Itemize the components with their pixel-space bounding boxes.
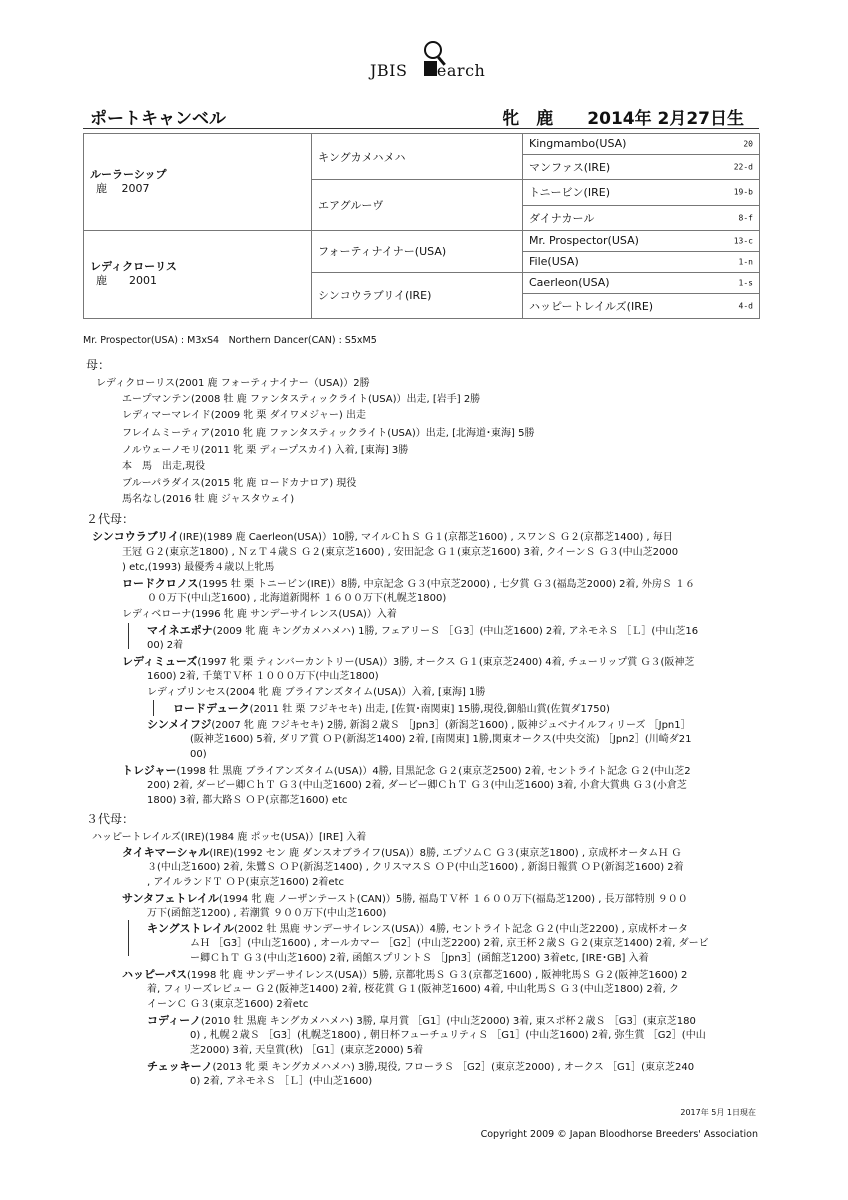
- record-line: 00): [190, 749, 207, 760]
- record-line: サンタフェトレイル(1994 牝 鹿 ノーザンテースト(CAN)）5勝, 福島ＴＶ杯 １６００万下(福島芝1200) , 長万部特別 ９００: [122, 892, 688, 905]
- record-line: イーンＣ Ｇ３(東京芝1600) 2着etc: [147, 999, 309, 1010]
- ancestor-name: ダイナカール: [529, 211, 595, 225]
- ancestor-name: トニービン(IRE): [529, 186, 610, 200]
- sire-dam: エアグルーヴ: [312, 180, 523, 231]
- record-line: ロードデューク(2011 牡 栗 フジキセキ) 出走, [佐賀･南関東] 15勝,現役,御船山賞(佐賀ダ1750): [173, 702, 610, 715]
- copyright: Copyright 2009 © Japan Bloodhorse Breeders' Association: [480, 1129, 758, 1140]
- record-line: ハッピートレイルズ(IRE)(1984 鹿 ポッセ(USA)）[IRE] 入着: [92, 832, 367, 843]
- family-number: 13-c: [733, 236, 753, 246]
- record-line: ３(中山芝1600) 2着, 朱鷺Ｓ ＯＰ(新潟芝1400) , クリスマスＳ ＯＰ(中山芝1600) , 新潟日報賞 ＯＰ(新潟芝1600) 2着: [147, 862, 684, 873]
- as-of-date: 2017年 5月 1日現在: [680, 1108, 756, 1117]
- record-line: ー卿ＣｈＴ Ｇ３(中山芝1600) 2着, 函館スプリントＳ ［Jpn3］(函館芝1200) 3着etc, [IRE･GB] 入着: [190, 953, 649, 964]
- record-line: ムＨ ［G3］(中山芝1600) , オールカマー ［G2］(中山芝2200) 2着, 京王杯２歳Ｓ Ｇ２(東京芝1400) 2着, ダービ: [190, 938, 709, 949]
- horse-name: ポートキャンベル: [90, 109, 226, 129]
- ancestor-cell: [523, 154, 760, 179]
- ancestor-cell: [523, 205, 760, 230]
- family-number: 22-d: [733, 162, 753, 172]
- ancestor-name: Caerleon(USA): [529, 276, 610, 290]
- section-third-dam: ３代母：: [86, 812, 135, 826]
- sire-name: ルーラーシップ: [90, 167, 167, 181]
- record-line: フレイムミーティア(2010 牝 鹿 ファンタスティックライト(USA)）出走, [北海道･東海] 5勝: [122, 428, 535, 439]
- record-line: トレジャー(1998 牡 黒鹿 ブライアンズタイム(USA)）4勝, 目黒記念 Ｇ２(東京芝2500) 2着, セントライト記念 Ｇ２(中山芝2: [122, 764, 691, 777]
- descendant-bar: [128, 920, 129, 956]
- dam-cell: [84, 230, 312, 318]
- ancestor-name: File(USA): [529, 255, 579, 269]
- record-line: シンメイフジ(2007 牝 鹿 フジキセキ) 2勝, 新潟２歳Ｓ ［Jpn3］(新潟芝1600) , 阪神ジュベナイルフィリーズ ［Jpn1］: [147, 718, 691, 731]
- record-line: ００万下(中山芝1600) , 北海道新聞杯 １６００万下(札幌芝1800): [147, 593, 447, 604]
- ancestor-cell: [523, 134, 760, 155]
- record-line: 00) 2着: [147, 640, 184, 651]
- record-line: ) etc,(1993) 最優秀４歳以上牝馬: [122, 562, 275, 573]
- horse-birth-date: 2014年 2月27日生: [587, 109, 744, 129]
- ancestor-cell: [523, 180, 760, 205]
- family-number: 19-b: [733, 187, 753, 197]
- logo-text-jbis: JBIS: [370, 61, 408, 80]
- record-line: 万下(函館芝1200) , 若潮賞 ９００万下(中山芝1600): [147, 908, 387, 919]
- record-line: レディクローリス(2001 鹿 フォーティナイナー（USA)）2勝: [96, 378, 370, 389]
- ancestor-name: Kingmambo(USA): [529, 137, 627, 151]
- pedigree-table: [83, 133, 760, 319]
- record-line: ブルーパラダイス(2015 牝 鹿 ロードカナロア) 現役: [122, 478, 357, 489]
- family-number: 8-f: [738, 213, 753, 223]
- record-line: ロードクロノス(1995 牡 栗 トニービン(IRE)）8勝, 中京記念 Ｇ３(中京芝2000) , 七夕賞 Ｇ３(福島芝2000) 2着, 外房Ｓ １６: [122, 577, 696, 590]
- record-line: レディベローナ(1996 牝 鹿 サンデーサイレンス(USA)）入着: [122, 609, 397, 620]
- ancestor-name: マンファス(IRE): [529, 161, 611, 175]
- record-line: コディーノ(2010 牡 黒鹿 キングカメハメハ) 3勝, 皐月賞 ［G1］(中山芝2000) 3着, 東スポ杯２歳Ｓ ［G3］(東京芝180: [147, 1014, 696, 1027]
- descendant-bar: [153, 700, 154, 716]
- record-line: レディマーマレイド(2009 牝 栗 ダイワメジャー) 出走: [122, 410, 366, 421]
- record-line: 王冠 Ｇ２(東京芝1800) , ＮｚＴ４歳Ｓ Ｇ２(東京芝1600) , 安田記念 Ｇ１(東京芝1600) 3着, クイーンＳ Ｇ３(中山芝2000: [122, 547, 679, 558]
- ancestor-cell: [523, 230, 760, 251]
- record-line: マイネエポナ(2009 牝 鹿 キングカメハメハ) 1勝, フェアリーＳ ［Ｇ3］(中山芝1600) 2着, アネモネＳ ［Ｌ］(中山芝16: [147, 624, 699, 637]
- record-line: レディミューズ(1997 牝 栗 ティンバーカントリー(USA)）3勝, オークス Ｇ１(東京芝2400) 4着, チューリップ賞 Ｇ３(阪神芝: [122, 655, 695, 668]
- record-line: レディプリンセス(2004 牝 鹿 ブライアンズタイム(USA)）入着, [東海] 1勝: [147, 687, 486, 698]
- logo-text-search: Search: [425, 61, 486, 80]
- dam-sire: フォーティナイナー(USA): [312, 230, 523, 272]
- inbreeding-info: Mr. Prospector(USA) : M3xS4 Northern Dancer(CAN) : S5xM5: [83, 335, 377, 346]
- dam-dam: シンコウラブリイ(IRE): [312, 272, 523, 318]
- section-dam: 母：: [86, 358, 111, 372]
- record-line: , アイルランドＴ ＯＰ(東京芝1600) 2着etc: [147, 877, 345, 888]
- ancestor-name: Mr. Prospector(USA): [529, 234, 639, 248]
- record-line: 0) , 札幌２歳Ｓ ［G3］(札幌芝1800) , 朝日杯フューチュリティＳ ［G1］(中山芝1600) 2着, 弥生賞 ［G2］(中山: [190, 1030, 706, 1041]
- ancestor-name: ハッピートレイルズ(IRE): [529, 299, 654, 313]
- dam-name: レディクローリス: [90, 260, 177, 274]
- horse-profile: [502, 104, 744, 129]
- record-line: ハッピーパス(1998 牝 鹿 サンデーサイレンス(USA)）5勝, 京都牝馬Ｓ Ｇ３(京都芝1600) , 阪神牝馬Ｓ Ｇ２(阪神芝1600) 2: [122, 968, 688, 981]
- record-line: 馬名なし(2016 牡 鹿 ジャスタウェイ): [122, 494, 295, 505]
- family-number: 1-n: [738, 257, 753, 267]
- family-number: 4-d: [738, 301, 753, 311]
- ancestor-cell: [523, 293, 760, 318]
- record-line: 0) 2着, アネモネＳ ［Ｌ］(中山芝1600): [190, 1076, 373, 1087]
- horse-sex-color: 牝 鹿: [502, 109, 554, 129]
- record-line: 着, フィリーズレビュー Ｇ２(阪神芝1400) 2着, 桜花賞 Ｇ１(阪神芝1600) 4着, 中山牝馬Ｓ Ｇ３(中山芝1800) 2着, ク: [147, 984, 680, 995]
- record-line: 芝2000) 3着, 天皇賞(秋) ［G1］(東京芝2000) 5着: [190, 1045, 424, 1056]
- ancestor-cell: [523, 272, 760, 293]
- sire-info: 鹿 2007: [96, 181, 150, 195]
- record-line: チェッキーノ(2013 牝 栗 キングカメハメハ) 3勝,現役, フローラＳ ［G2］(東京芝2000) , オークス ［G1］(東京芝240: [147, 1060, 695, 1073]
- section-second-dam: ２代母：: [86, 512, 135, 526]
- record-line: 1800) 3着, 都大路Ｓ ＯＰ(京都芝1600) etc: [147, 795, 348, 806]
- descendant-bar: [128, 623, 129, 649]
- record-line: ノルウェーノモリ(2011 牝 栗 ディープスカイ) 入着, [東海] 3勝: [122, 445, 409, 456]
- record-line: 200) 2着, ダービー卿ＣｈＴ Ｇ３(中山芝1600) 2着, ダービー卿ＣｈＴ Ｇ３(中山芝1600) 3着, 小倉大賞典 Ｇ３(小倉芝: [147, 780, 687, 791]
- family-number: 1-s: [738, 278, 753, 288]
- dam-info: 鹿 2001: [96, 274, 157, 288]
- sire-sire: キングカメハメハ: [312, 134, 523, 180]
- record-line: シンコウラブリイ(IRE)(1989 鹿 Caerleon(USA)）10勝, マイルＣｈＳ Ｇ１(京都芝1600) , スワンＳ Ｇ２(京都芝1400) , 毎日: [92, 530, 673, 543]
- record-line: (阪神芝1600) 5着, ダリア賞 ＯＰ(新潟芝1400) 2着, [南関東] 1勝,関東オークス(中央交流) ［Jpn2］(川崎ダ21: [190, 734, 692, 745]
- ancestor-cell: [523, 251, 760, 272]
- sire-cell: [84, 134, 312, 231]
- record-line: キングストレイル(2002 牡 黒鹿 サンデーサイレンス(USA)）4勝, セントライト記念 Ｇ２(中山芝2200) , 京成杯オータ: [147, 922, 689, 935]
- record-line: エープマンテン(2008 牡 鹿 ファンタスティックライト(USA)）出走, [岩手] 2勝: [122, 394, 481, 405]
- record-line: タイキマーシャル(IRE)(1992 セン 鹿 ダンスオブライフ(USA)）8勝, エプソムＣ Ｇ３(東京芝1800) , 京成杯オータムＨ Ｇ: [122, 846, 682, 859]
- record-line: 本 馬 出走,現役: [122, 461, 206, 472]
- family-number: 20: [743, 139, 753, 149]
- jbis-logo: [370, 36, 500, 84]
- record-line: 1600) 2着, 千葉ＴＶ杯 １０００万下(中山芝1800): [147, 671, 379, 682]
- header-divider: [83, 128, 759, 129]
